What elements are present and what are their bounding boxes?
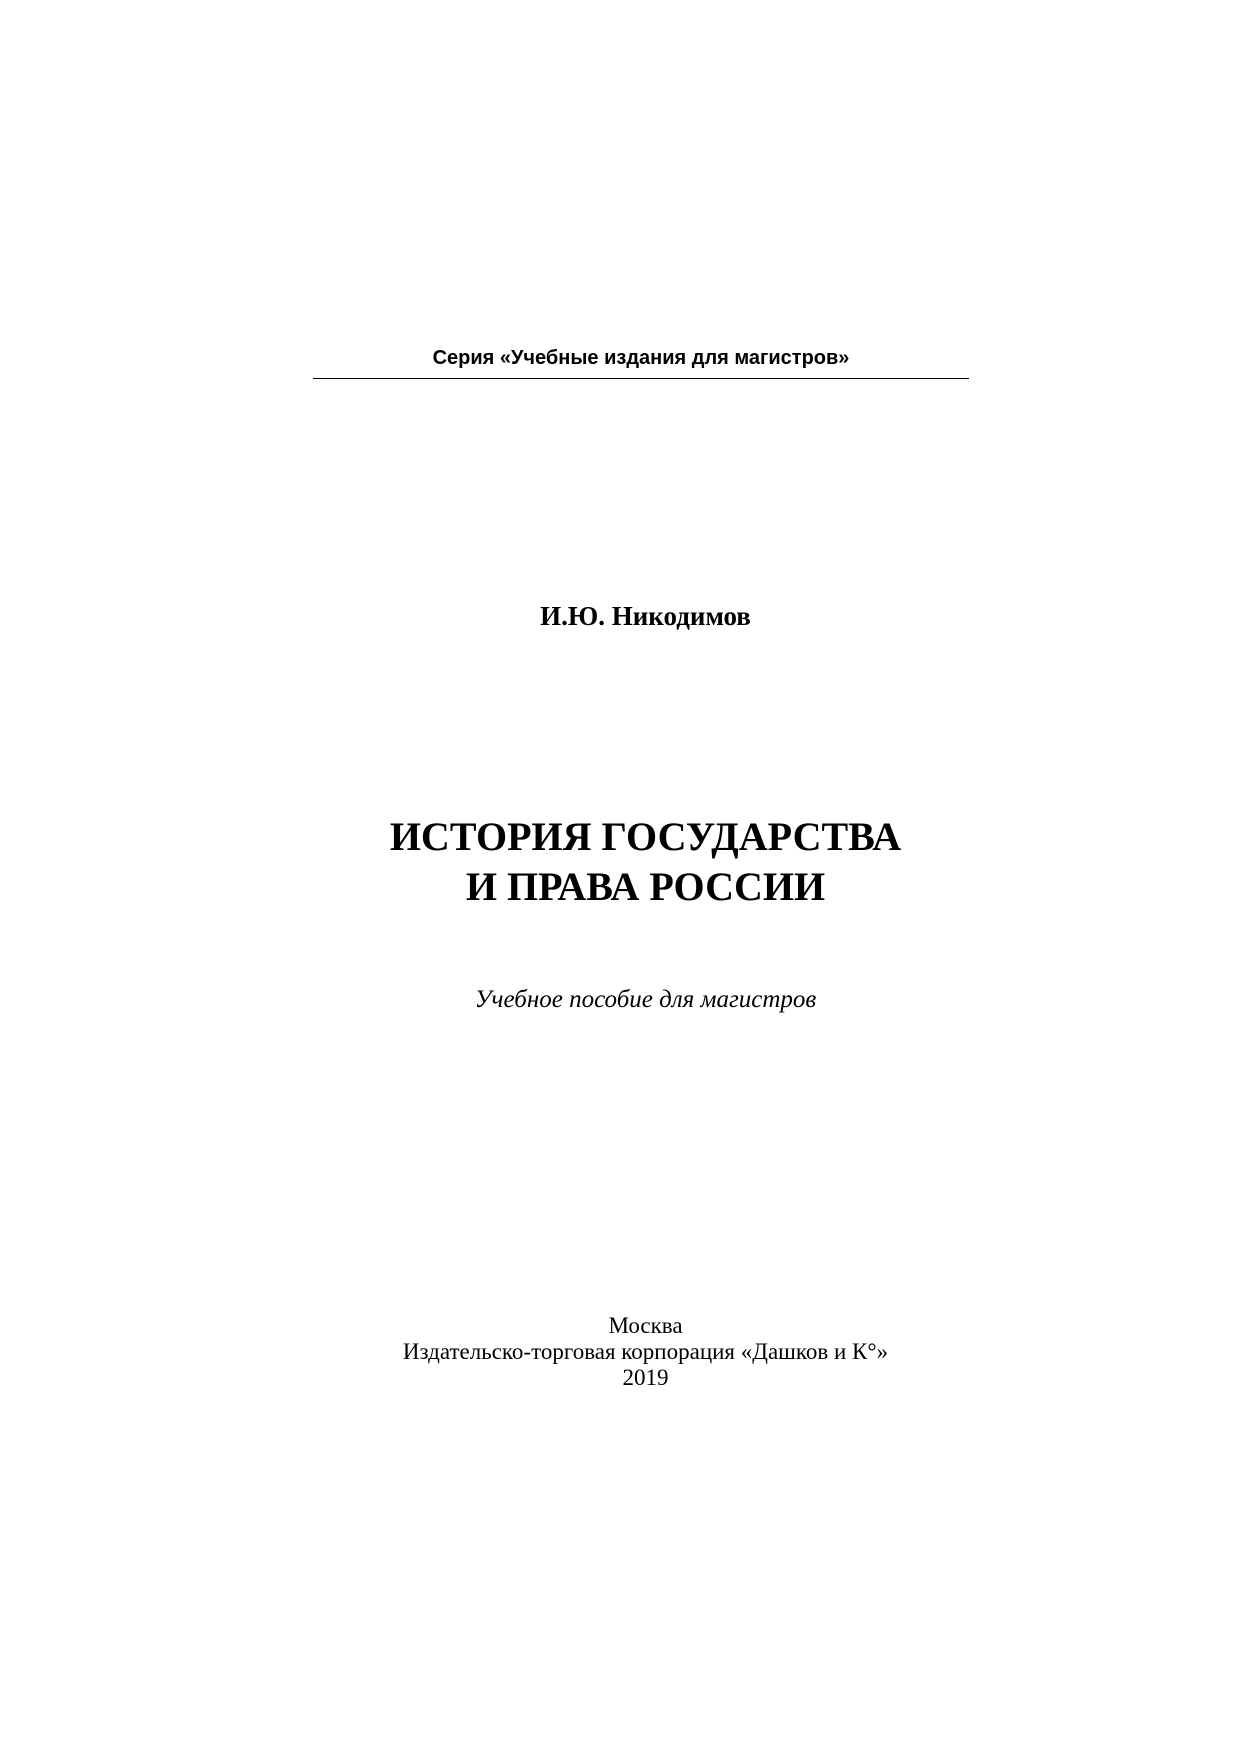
author-name: И.Ю. Никодимов	[540, 601, 751, 631]
imprint-year: 2019	[622, 1365, 669, 1390]
imprint-city: Москва	[608, 1313, 683, 1338]
book-title-line-1: ИСТОРИЯ ГОСУДАРСТВА	[389, 814, 902, 859]
series-heading: Серия «Учебные издания для магистров»	[432, 347, 850, 369]
book-title	[0, 812, 1241, 912]
imprint	[0, 1313, 1241, 1391]
series-divider	[313, 378, 969, 379]
book-subtitle: Учебное пособие для магистров	[474, 986, 817, 1013]
imprint-publisher: Издательско-торговая корпорация «Дашков и К°»	[402, 1339, 889, 1364]
book-title-line-2: И ПРАВА РОССИИ	[465, 864, 826, 909]
